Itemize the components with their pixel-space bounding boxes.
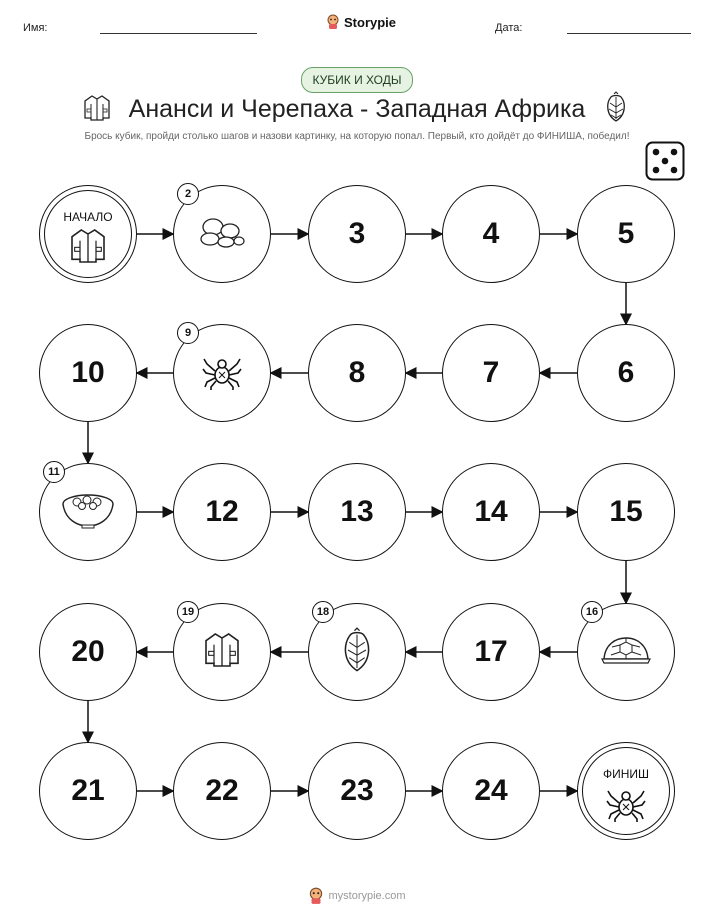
space-number: 10 <box>71 356 105 389</box>
board-space-24 <box>442 742 540 840</box>
board-space-14 <box>442 463 540 561</box>
space-number: 7 <box>482 356 500 389</box>
board-space-20 <box>39 603 137 701</box>
board-space-17 <box>442 603 540 701</box>
turtle-shell-icon <box>601 635 651 670</box>
footer-url[interactable]: mystorypie.com <box>328 890 406 902</box>
board-space-13 <box>308 463 406 561</box>
bowl-icon <box>60 490 116 535</box>
space-number: 13 <box>340 495 374 528</box>
space-number-badge: 18 <box>312 601 334 623</box>
space-number-badge: 11 <box>43 461 65 483</box>
space-number: 5 <box>617 217 635 250</box>
space-number: 3 <box>348 217 366 250</box>
board-space-7 <box>442 324 540 422</box>
space-number-badge: 19 <box>177 601 199 623</box>
space-number: 23 <box>340 774 374 807</box>
board-space-21 <box>39 742 137 840</box>
board-space-22 <box>173 742 271 840</box>
pinecone-icon <box>339 625 375 680</box>
start-space <box>39 185 137 283</box>
jacket-icon <box>68 226 108 271</box>
board-space-4 <box>442 185 540 283</box>
board-space-23 <box>308 742 406 840</box>
space-number: 22 <box>205 774 239 807</box>
space-number: 15 <box>609 495 643 528</box>
space-number: 6 <box>617 356 635 389</box>
board-space-3 <box>308 185 406 283</box>
space-number: 24 <box>474 774 508 807</box>
date-label: Дата: <box>495 22 523 34</box>
title-text: Ананси и Черепаха - Западная Африка <box>128 95 586 123</box>
stones-icon <box>196 215 248 254</box>
board-space-10 <box>39 324 137 422</box>
space-number: 8 <box>348 356 366 389</box>
space-number-badge: 9 <box>177 322 199 344</box>
spider-icon <box>606 783 646 828</box>
space-number-badge: 16 <box>581 601 603 623</box>
board-space-5 <box>577 185 675 283</box>
instructions: Брось кубик, пройди столько шагов и назови картинку, на которую попал. Первый, кто дойдёт до ФИНИША, победил! <box>84 131 630 142</box>
finish-space <box>577 742 675 840</box>
footer <box>0 887 714 905</box>
space-number: 21 <box>71 774 105 807</box>
category-badge: КУБИК И ХОДЫ <box>301 67 413 93</box>
space-number: 12 <box>205 495 239 528</box>
space-number: 20 <box>71 635 105 668</box>
jacket-icon <box>202 630 242 675</box>
board-space-6 <box>577 324 675 422</box>
space-number: 14 <box>474 495 508 528</box>
brand-name: Storypie <box>344 14 397 30</box>
spider-icon <box>202 351 242 396</box>
space-number: 4 <box>482 217 500 250</box>
board-space-15 <box>577 463 675 561</box>
board-space-8 <box>308 324 406 422</box>
finish-label: ФИНИШ <box>602 767 650 781</box>
storypie-mascot-icon <box>308 887 324 905</box>
space-number: 17 <box>474 635 508 668</box>
start-label: НАЧАЛО <box>63 210 113 224</box>
board-space-12 <box>173 463 271 561</box>
name-label: Имя: <box>23 22 48 34</box>
space-number-badge: 2 <box>177 183 199 205</box>
